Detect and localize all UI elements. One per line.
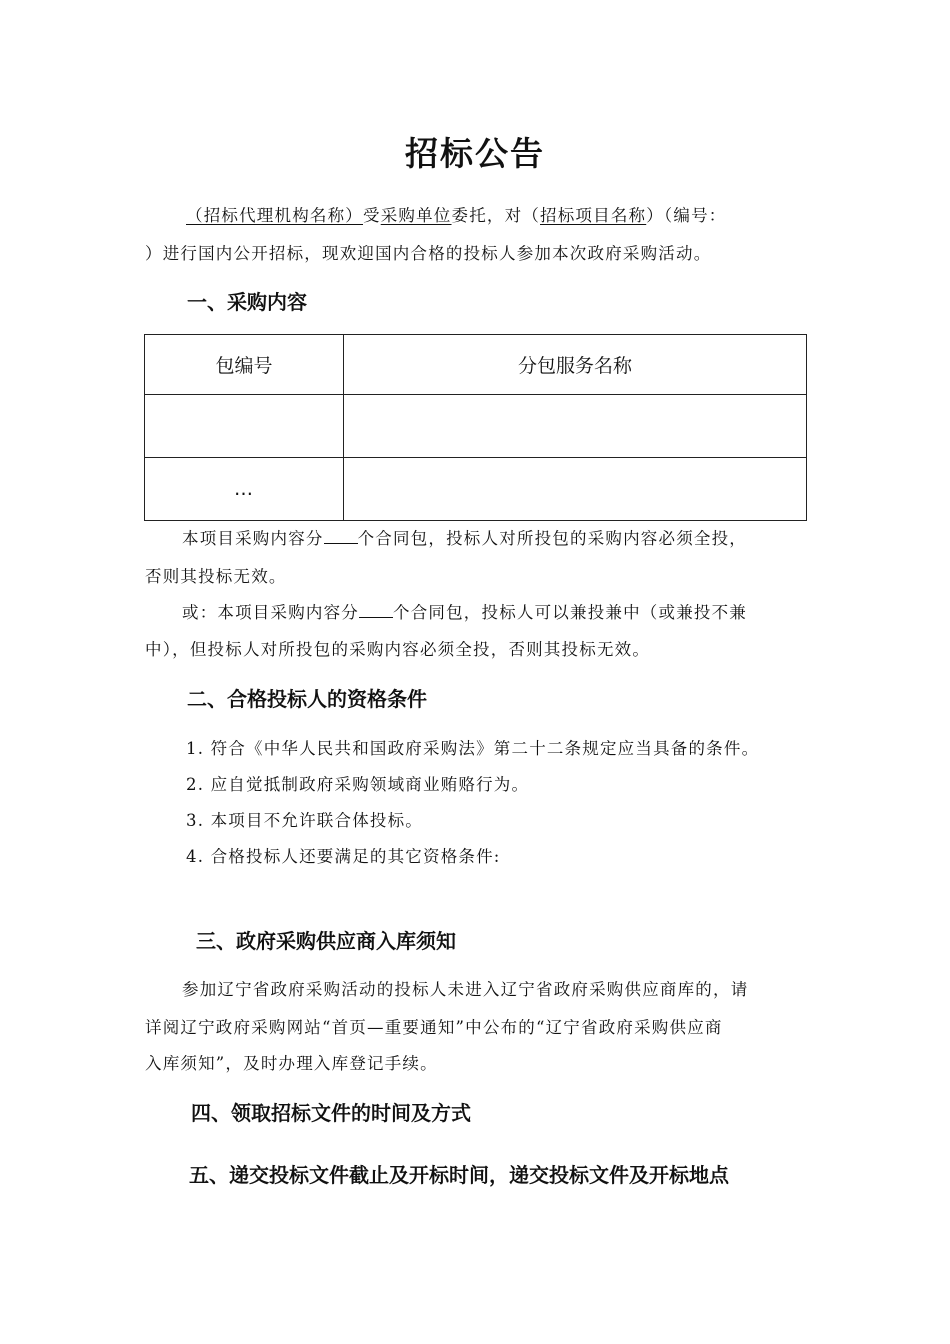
note-text: 个合同包，投标人可以兼投兼中（或兼投不兼 xyxy=(393,603,747,622)
package-note-1 xyxy=(182,525,747,549)
table-cell xyxy=(344,458,807,521)
package-note-2-cont: 中），但投标人对所投包的采购内容必须全投，否则其投标无效。 xyxy=(145,640,651,659)
table-cell: … xyxy=(145,458,344,521)
intro-text-1: 受 xyxy=(363,206,381,225)
list-item: 1. 符合《中华人民共和国政府采购法》第二十二条规定应当具备的条件。 xyxy=(186,739,760,758)
package-note-2 xyxy=(182,599,747,623)
agency-name-placeholder: （招标代理机构名称） xyxy=(186,206,363,225)
list-item: 4. 合格投标人还要满足的其它资格条件: xyxy=(186,847,501,866)
table-cell xyxy=(145,395,344,458)
document-title: 招标公告 xyxy=(405,134,545,173)
list-item: 3. 本项目不允许联合体投标。 xyxy=(186,811,423,830)
section4-heading: 四、领取招标文件的时间及方式 xyxy=(191,1101,471,1125)
intro-text-2: 委托，对（ xyxy=(451,206,541,225)
intro-line-1 xyxy=(186,202,726,226)
table-row xyxy=(145,458,807,521)
table-cell xyxy=(344,395,807,458)
note-text: 个合同包，投标人对所投包的采购内容必须全投， xyxy=(357,529,748,548)
header-service-name: 分包服务名称 xyxy=(344,335,807,395)
intro-line-2: ）进行国内公开招标，现欢迎国内合格的投标人参加本次政府采购活动。 xyxy=(145,244,712,263)
table-header-row xyxy=(145,335,807,395)
section1-heading: 一、采购内容 xyxy=(187,290,307,314)
list-item: 2. 应自觉抵制政府采购领域商业贿赂行为。 xyxy=(186,775,530,794)
header-package-number: 包编号 xyxy=(145,335,344,395)
purchasing-unit-placeholder: 采购单位 xyxy=(380,206,452,225)
blank-field xyxy=(324,529,358,544)
table-row xyxy=(145,395,807,458)
note-text: 或：本项目采购内容分 xyxy=(182,603,359,622)
package-note-1-cont: 否则其投标无效。 xyxy=(145,567,287,586)
section3-line-3: 入库须知”，及时办理入库登记手续。 xyxy=(145,1054,438,1073)
blank-field xyxy=(359,603,393,618)
section3-line-2: 详阅辽宁政府采购网站“首页—重要通知”中公布的“辽宁省政府采购供应商 xyxy=(145,1018,723,1037)
section5-heading: 五、递交投标文件截止及开标时间，递交投标文件及开标地点 xyxy=(189,1163,729,1187)
procurement-table xyxy=(144,334,807,521)
section2-heading: 二、合格投标人的资格条件 xyxy=(187,687,427,711)
section3-line-1: 参加辽宁省政府采购活动的投标人未进入辽宁省政府采购供应商库的，请 xyxy=(182,980,749,999)
intro-text-3: ）（编号： xyxy=(646,206,727,225)
section3-heading: 三、政府采购供应商入库须知 xyxy=(196,929,456,953)
note-text: 本项目采购内容分 xyxy=(182,529,324,548)
project-name-placeholder: 招标项目名称 xyxy=(540,206,647,225)
